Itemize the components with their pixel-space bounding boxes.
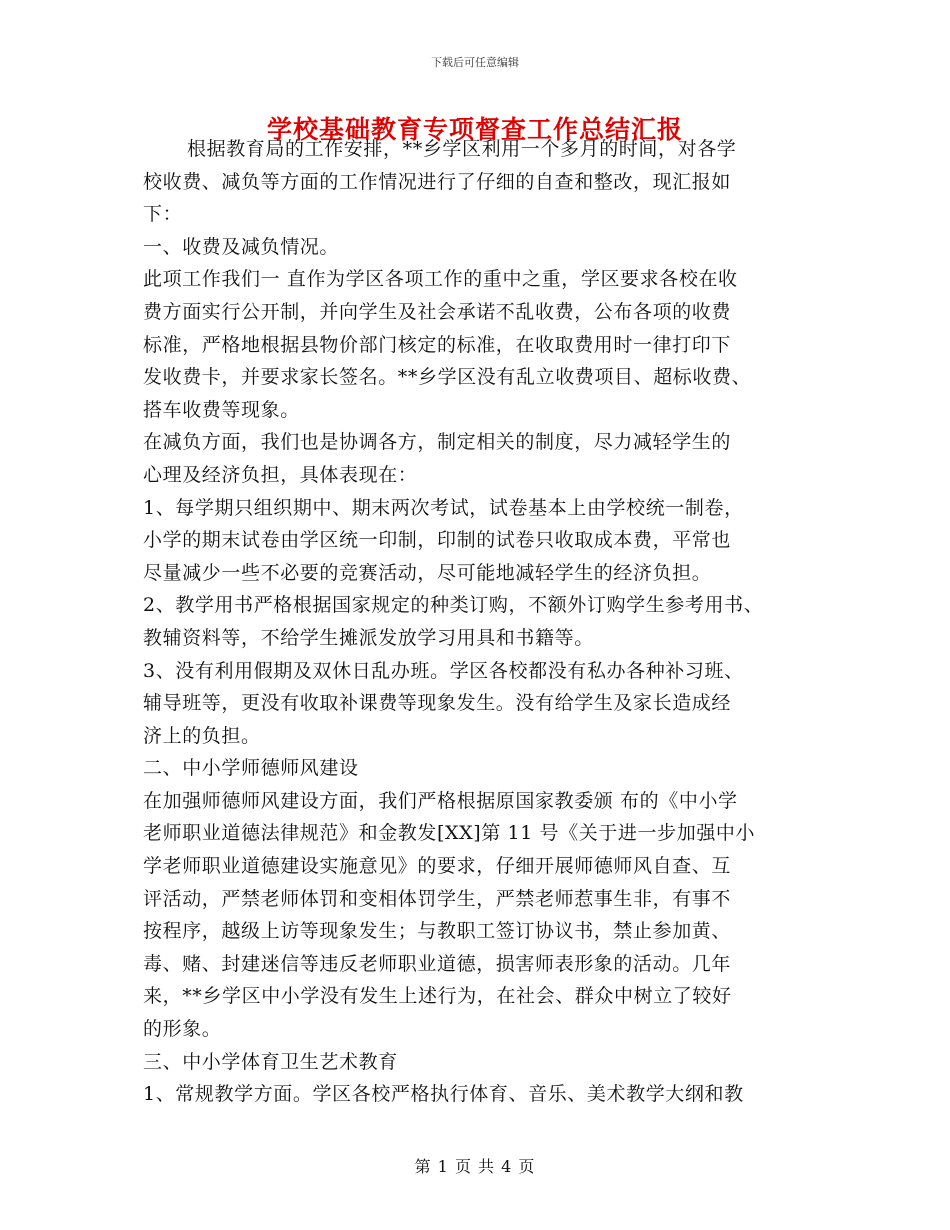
body-line: 来，**乡学区中小学没有发生上述行为，在社会、群众中树立了较好 <box>143 985 732 1008</box>
document-title: 学校基础教育专项督查工作总结汇报 <box>266 115 683 144</box>
body-line: 教辅资料等，不给学生摊派发放学习用具和书籍等。 <box>143 626 594 649</box>
body-line: 校收费、减负等方面的工作情况进行了仔细的自查和整改，现汇报如 <box>143 170 732 193</box>
body-line: 小学的期末试卷由学区统一印制，印制的试卷只收取成本费，平常也 <box>143 529 732 552</box>
section-heading: 二、中小学师德师风建设 <box>143 757 359 780</box>
body-line: 根据教育局的工作安排，**乡学区利用一个多月的时间，对各学 <box>187 138 737 160</box>
list-item: 2、教学用书严格根据国家规定的种类订购，不额外订购学生参考用书、 <box>143 594 764 617</box>
body-line: 尽量减少一些不必要的竞赛活动，尽可能地减轻学生的经济负担。 <box>143 561 712 584</box>
document-body <box>143 133 811 1111</box>
section-heading: 三、中小学体育卫生艺术教育 <box>143 1050 398 1073</box>
body-line: 标准，严格地根据县物价部门核定的标准，在收取费用时一律打印下 <box>143 333 732 356</box>
body-line: 搭车收费等现象。 <box>143 398 300 421</box>
body-line: 在减负方面，我们也是协调各方，制定相关的制度，尽力减轻学生的 <box>143 431 732 454</box>
body-line: 学老师职业道德建设实施意见》的要求，仔细开展师德师风自查、互 <box>143 855 732 878</box>
body-line: 按程序，越级上访等现象发生；与教职工签订协议书，禁止参加黄、 <box>143 920 732 943</box>
body-line: 的形象。 <box>143 1018 222 1041</box>
body-line: 下： <box>143 203 183 226</box>
body-line: 费方面实行公开制，并向学生及社会承诺不乱收费，公布各项的收费 <box>143 300 732 323</box>
body-line: 评活动，严禁老师体罚和变相体罚学生，严禁老师惹事生非，有事不 <box>143 887 732 910</box>
body-line: 发收费卡，并要求家长签名。**乡学区没有乱立收费项目、超标收费、 <box>143 366 752 389</box>
body-line: 此项工作我们一 直作为学区各项工作的重中之重，学区要求各校在收 <box>143 268 738 291</box>
body-line: 济上的负担。 <box>143 724 261 747</box>
list-item: 3、没有利用假期及双休日乱办班。学区各校都没有私办各种补习班、 <box>143 659 744 682</box>
section-heading: 一、收费及减负情况。 <box>143 235 340 258</box>
list-item: 1、每学期只组织期中、期末两次考试，试卷基本上由学校统一制卷， <box>143 496 744 519</box>
body-line: 心理及经济负担，具体表现在： <box>143 463 418 486</box>
body-line: 辅导班等，更没有收取补课费等现象发生。没有给学生及家长造成经 <box>143 692 732 715</box>
list-item: 1、常规教学方面。学区各校严格执行体育、音乐、美术教学大纲和教 <box>143 1083 744 1106</box>
body-line: 毒、赌、封建迷信等违反老师职业道德，损害师表形象的活动。几年 <box>143 952 732 975</box>
page-number: 第 1 页 共 4 页 <box>414 1157 536 1176</box>
body-line: 在加强师德师风建设方面，我们严格根据原国家教委颁 布的《中小学 <box>143 789 738 812</box>
download-note: 下载后可任意编辑 <box>431 56 519 69</box>
body-line: 老师职业道德法律规范》和金教发[XX]第 11 号《关于进一步加强中小 <box>143 822 756 845</box>
